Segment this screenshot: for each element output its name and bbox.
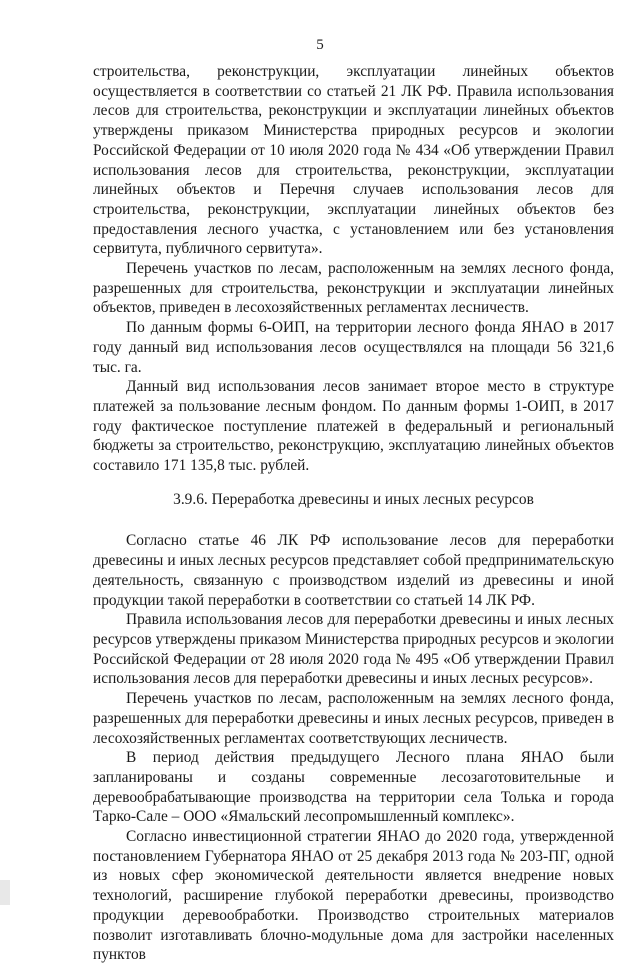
paragraph-continuation: строительства, реконструкции, эксплуатации линейных объектов осуществляется в соответствии со статьей 21 ЛК РФ. Правила использования лесов для строительства, реконструкции и эксплуатации линейных объектов утверждены приказом Министерства природных ресурсов и экологии Российской Федерации от 10 июля 2020 года № 434 «Об утверждении Правил использования лесов для строительства, реконструкции, эксплуатации линейных объектов и Перечня случаев использования лесов для строительства, реконструкции, эксплуатации линейных объектов без предоставления лесного участка, с установлением или без установления сервитута, публичного сервитута». [93,63,614,258]
paragraph: Правила использования лесов для переработки древесины и иных лесных ресурсов утверждены приказом Министерства природных ресурсов и экологии Российской Федерации от 28 июля 2020 года № 495 «Об утверждении Правил использования лесов для переработки древесины и иных лесных ресурсов». [93,611,614,688]
scan-edge-shadow [0,880,10,905]
paragraph: По данным формы 6-ОИП, на территории лесного фонда ЯНАО в 2017 году данный вид использования лесов осуществлялся на площади 56 321,6 тыс. га. [93,319,614,376]
page-number: 5 [316,37,324,53]
paragraph: Согласно инвестиционной стратегии ЯНАО до 2020 года, утвержденной постановлением Губернатора ЯНАО от 25 декабря 2013 года № 203-ПГ, одной из новых сфер экономической деятельности является внедрение новых технологий, расширение глубокой переработки древесины, производство продукции деревообработки. Производство строительных материалов позволит изготавливать блочно-модульные дома для застройки населенных пунктов [93,828,614,964]
paragraph: Данный вид использования лесов занимает второе место в структуре платежей за пользование лесным фондом. По данным формы 1-ОИП, в 2017 году фактическое поступление платежей в федеральный и региональный бюджеты за строительство, реконструкцию, эксплуатацию линейных объектов составило 171 135,8 тыс. рублей. [93,378,614,475]
document-body [93,62,614,965]
paragraph: Согласно статье 46 ЛК РФ использование лесов для переработки древесины и иных лесных ресурсов представляет собой предпринимательскую деятельность, связанную с производством изделий из древесины и иной продукции такой переработки в соответствии со статьей 14 ЛК РФ. [93,532,614,609]
paragraph: В период действия предыдущего Лесного плана ЯНАО были запланированы и созданы современные лесозаготовительные и деревообрабатывающие производства на территории села Толька и города Тарко-Сале – ООО «Ямальский лесопромышленный комплекс». [93,749,614,826]
paragraph: Перечень участков по лесам, расположенным на землях лесного фонда, разрешенных для переработки древесины и иных лесных ресурсов, приведен в лесохозяйственных регламентах соответствующих лесничеств. [93,690,614,747]
paragraph: Перечень участков по лесам, расположенным на землях лесного фонда, разрешенных для строительства, реконструкции и эксплуатации линейных объектов, приведен в лесохозяйственных регламентах лесничеств. [93,260,614,317]
section-heading: 3.9.6. Переработка древесины и иных лесных ресурсов [173,490,534,508]
